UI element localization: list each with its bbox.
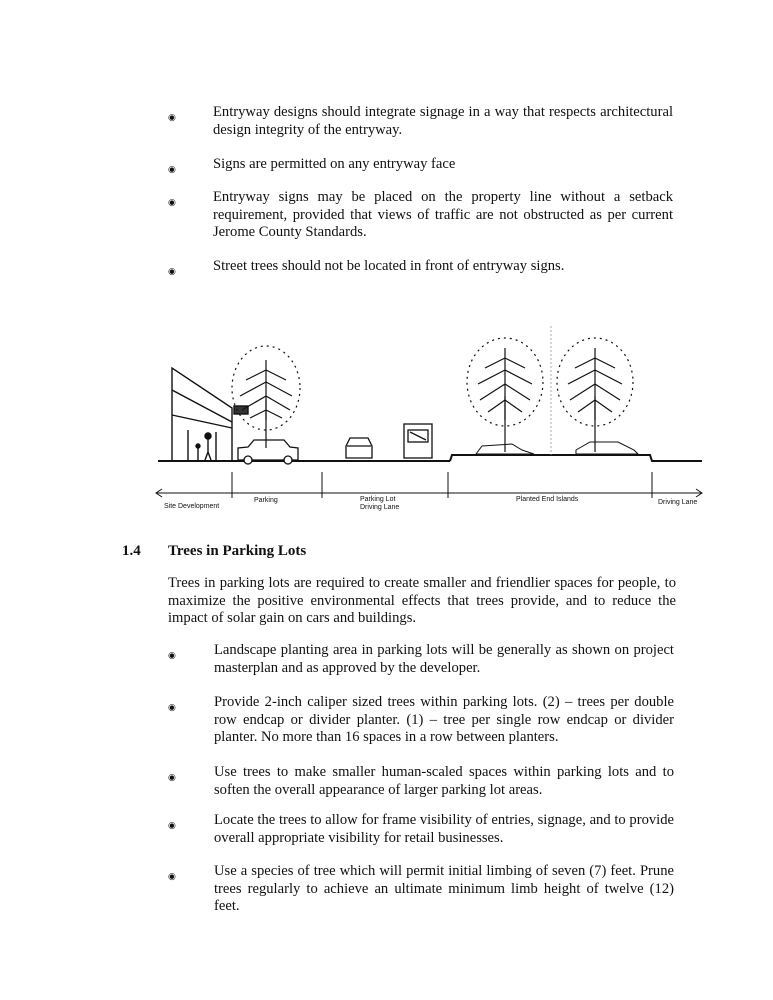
bullet-text: Signs are permitted on any entryway face [213,156,456,172]
bullet-marker [168,646,178,663]
label-parking-lot: Parking Lot [360,496,396,503]
bullet-marker [168,867,178,884]
bullet-marker [168,262,178,279]
bullet-marker [168,768,178,785]
label-site-development: Site Development [164,503,220,510]
label-parking-lot-driving-lane: Driving Lane [360,504,400,511]
bullet-text: Entryway signs may be placed on the property line without a setback requirement, provided that views of traffic are not obstructed as per current Jerome County Standards. [213,189,673,240]
bullet-text: Entryway designs should integrate signage in a way that respects architectural design integrity of the entryway. [213,104,673,138]
building-drawing [172,368,248,460]
dimension-line [156,472,702,498]
car-drawing [346,438,372,458]
bullet-text: Provide 2-inch caliper sized trees within parking lots. (2) – trees per double row endcap or divider planter. (1) – tree per single row endcap or divider planter. No more than 16 spaces in a row between planters. [214,694,674,745]
bullet-text: Locate the trees to allow for frame visibility of entries, signage, and to provide overall appropriate visibility for retail businesses. [214,812,674,846]
truck-drawing [404,424,432,458]
parking-lot-section-figure [150,320,710,520]
label-driving-lane: Driving Lane [658,499,698,506]
car-drawing [238,440,298,464]
tree-drawing [557,338,633,452]
bullet-text: Use trees to make smaller human-scaled spaces within parking lots and to soften the overall appearance of larger parking lot areas. [214,764,674,798]
tree-drawing [232,346,300,448]
section-title: Trees in Parking Lots [168,543,307,559]
bullet-marker [168,108,178,125]
car-drawing [476,442,638,454]
section-intro-paragraph: Trees in parking lots are required to create smaller and friendlier spaces for people, to maximize the positive environmental effects that trees provide, and to reduce the impact of solar gain on cars and buildings. [168,575,676,626]
bullet-marker [168,160,178,177]
section-number: 1.4 [122,543,141,559]
label-planted-end-islands: Planted End Islands [516,496,579,503]
bullet-text: Landscape planting area in parking lots will be generally as shown on project masterplan and as approved by the developer. [214,642,674,676]
bullet-marker [168,698,178,715]
bullet-text: Street trees should not be located in front of entryway signs. [213,258,565,274]
bullet-marker [168,816,178,833]
bullet-marker [168,193,178,210]
bullet-text: Use a species of tree which will permit initial limbing of seven (7) feet. Prune trees regularly to achieve an ultimate minimum limb height of twelve (12) feet. [214,863,674,914]
tree-drawing [467,338,543,452]
label-parking: Parking [254,497,278,504]
